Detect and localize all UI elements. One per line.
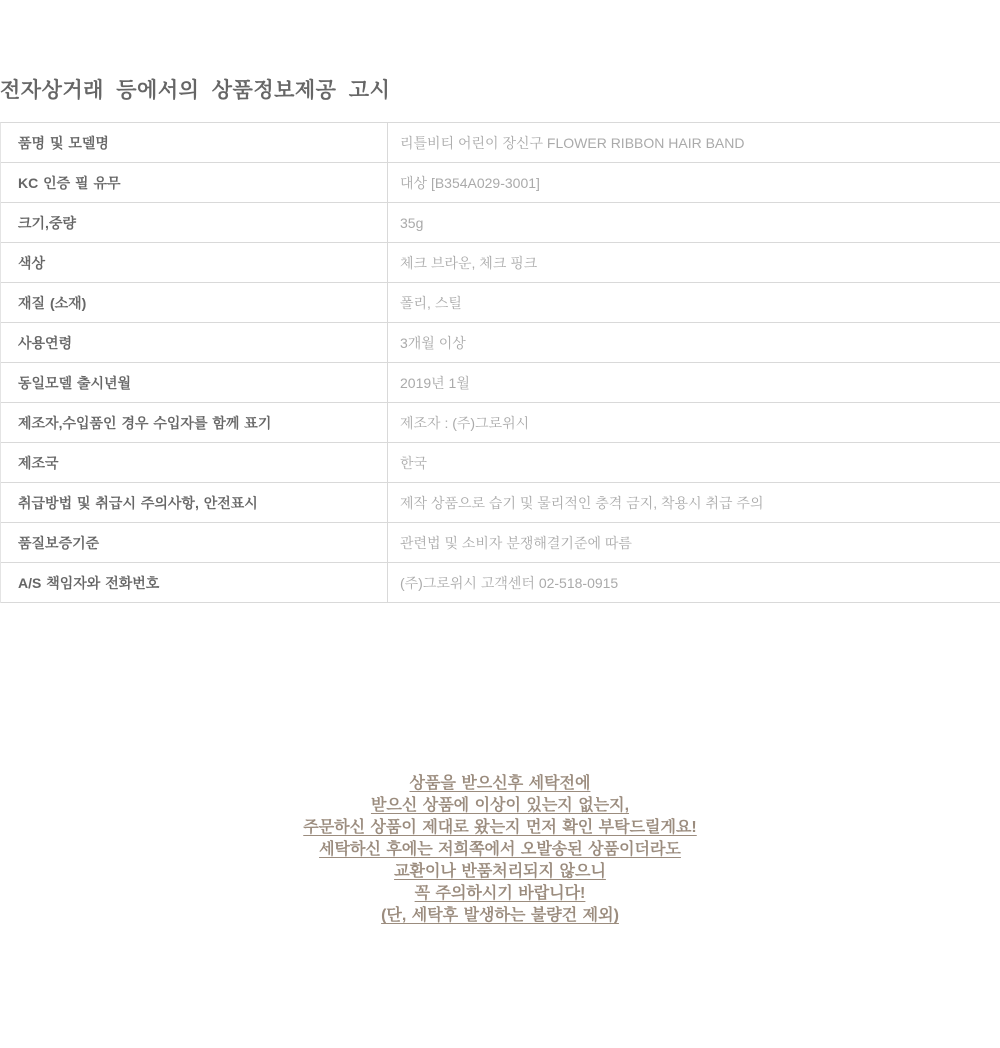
row-label: KC 인증 필 유무 (1, 163, 388, 202)
notice-line: (단, 세탁후 발생하는 불량건 제외) (381, 907, 619, 924)
row-value: (주)그로위시 고객센터 02-518-0915 (400, 574, 619, 591)
page-title: 전자상거래 등에서의 상품정보제공 고시 (0, 79, 391, 102)
table-row (1, 163, 1000, 203)
row-label: 제조국 (1, 443, 388, 482)
table-row (1, 563, 1000, 603)
spec-table (0, 122, 1000, 603)
table-row (1, 363, 1000, 403)
table-row (1, 203, 1000, 243)
wash-caution-notice (0, 773, 1000, 927)
row-label: 품질보증기준 (1, 523, 388, 562)
product-info-notice-page (0, 78, 1000, 1048)
row-label: 제조자,수입품인 경우 수입자를 함께 표기 (1, 403, 388, 442)
table-row (1, 123, 1000, 163)
row-label: 재질 (소재) (1, 283, 388, 322)
row-value: 제조자 : (주)그로위시 (400, 414, 530, 431)
row-value: 한국 (400, 454, 428, 471)
row-value: 폴리, 스틸 (400, 294, 462, 311)
row-value: 3개월 이상 (400, 334, 466, 351)
row-label: 색상 (1, 243, 388, 282)
notice-line: 꼭 주의하시기 바랍니다! (414, 885, 586, 902)
row-label: 취급방법 및 취급시 주의사항, 안전표시 (1, 483, 388, 522)
row-value: 35g (400, 214, 424, 231)
row-label: 품명 및 모델명 (1, 123, 388, 162)
row-label: 크기,중량 (1, 203, 388, 242)
row-value: 리틀비티 어린이 장신구 FLOWER RIBBON HAIR BAND (400, 134, 745, 151)
notice-line: 받으신 상품에 이상이 있는지 없는지, (370, 797, 630, 814)
table-row (1, 323, 1000, 363)
row-value: 제작 상품으로 습기 및 물리적인 충격 금지, 착용시 취급 주의 (400, 494, 764, 511)
row-value: 체크 브라운, 체크 핑크 (400, 254, 538, 271)
row-label: 동일모델 출시년월 (1, 363, 388, 402)
table-row (1, 523, 1000, 563)
table-row (1, 483, 1000, 523)
notice-line: 세탁하신 후에는 저희쪽에서 오발송된 상품이더라도 (319, 841, 681, 858)
notice-line: 교환이나 반품처리되지 않으니 (394, 863, 606, 880)
table-row (1, 403, 1000, 443)
row-label: A/S 책임자와 전화번호 (1, 563, 388, 602)
row-value: 2019년 1월 (400, 374, 470, 391)
table-row (1, 283, 1000, 323)
row-value: 대상 [B354A029-3001] (400, 174, 540, 191)
row-label: 사용연령 (1, 323, 388, 362)
table-row (1, 443, 1000, 483)
notice-line: 상품을 받으신후 세탁전에 (409, 775, 591, 792)
row-value: 관련법 및 소비자 분쟁해결기준에 따름 (400, 534, 632, 551)
notice-line: 주문하신 상품이 제대로 왔는지 먼저 확인 부탁드릴게요! (303, 819, 697, 836)
table-row (1, 243, 1000, 283)
